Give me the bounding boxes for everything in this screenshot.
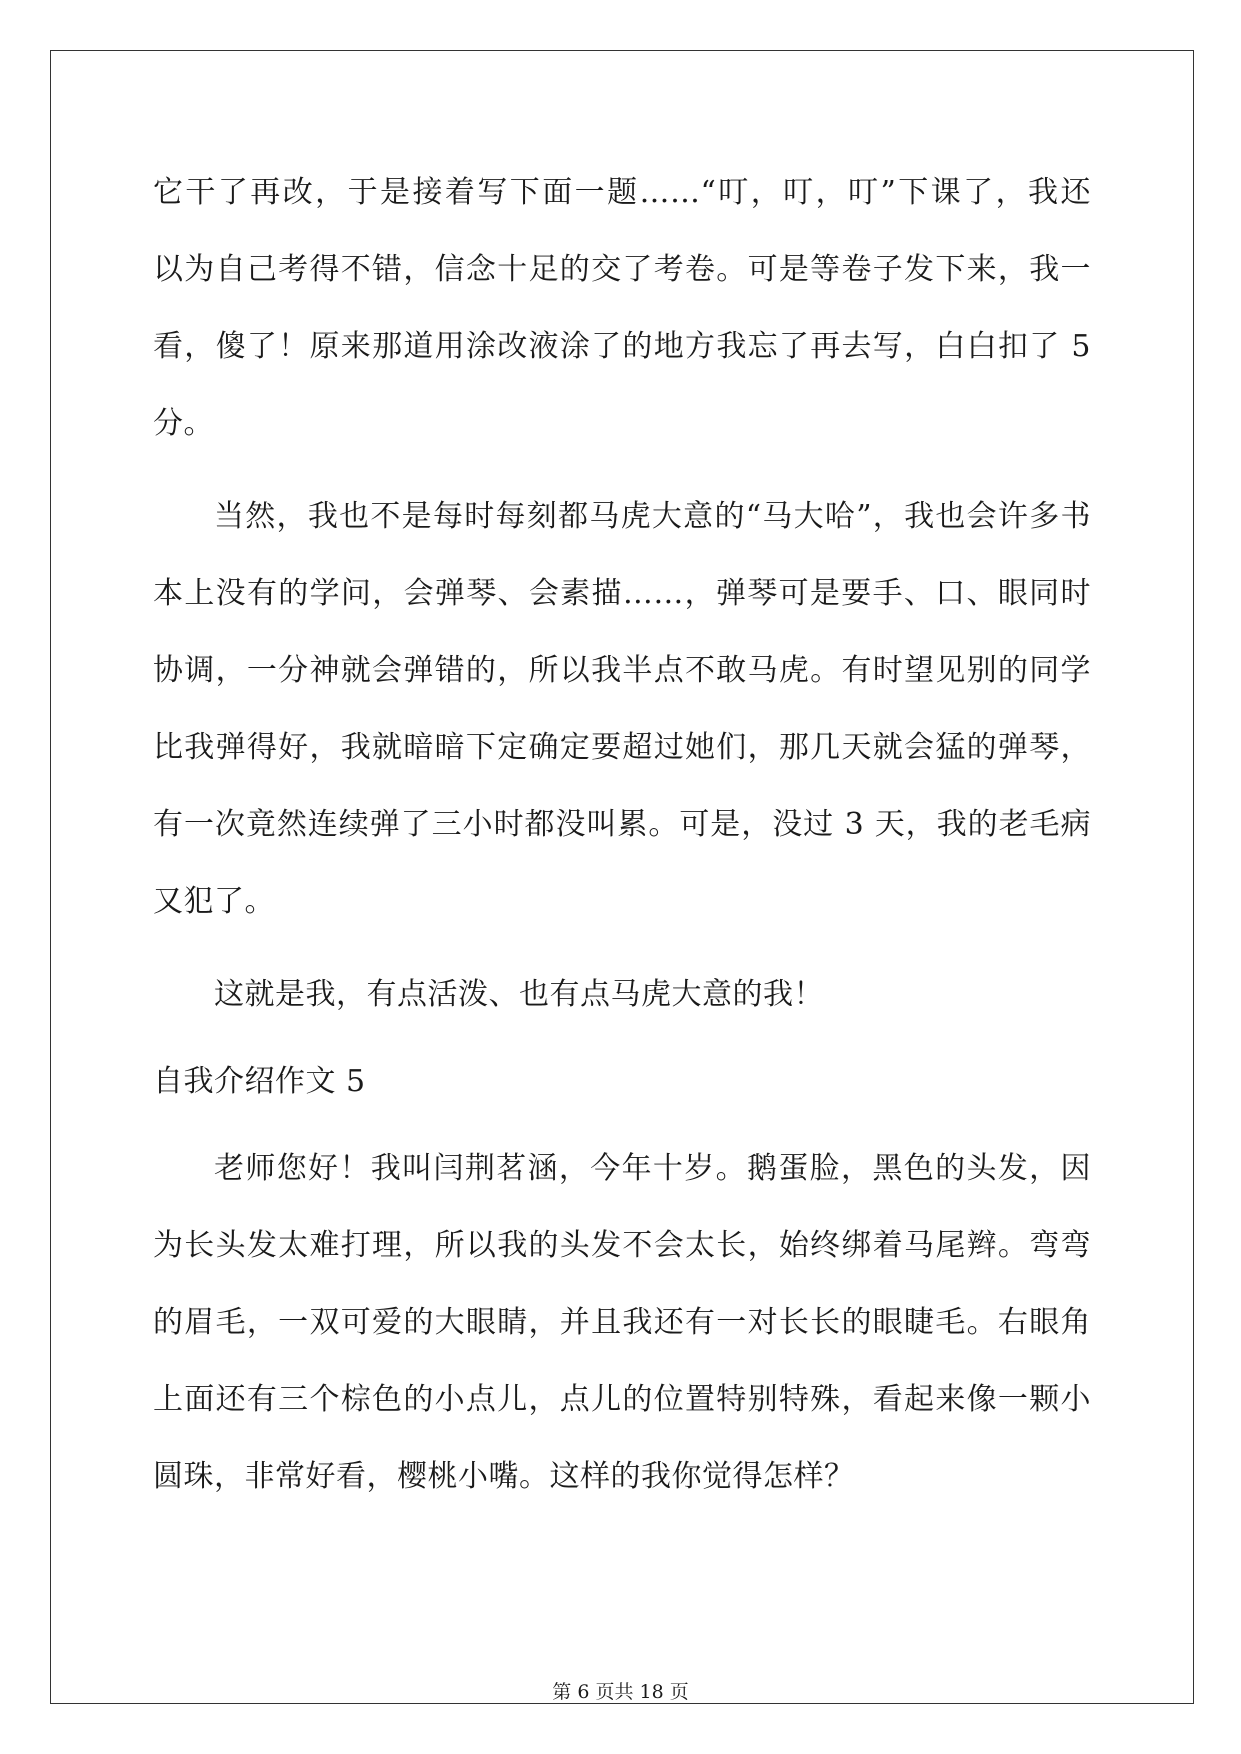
body-text-line: 比我弹得好，我就暗暗下定确定要超过她们，那几天就会猛的弹琴，	[153, 730, 1091, 765]
page-number: 第 6 页	[552, 1681, 615, 1703]
body-text-line: 为长头发太难打理，所以我的头发不会太长，始终绑着马尾辫。弯弯	[153, 1228, 1091, 1263]
body-text-line: 有一次竟然连续弹了三小时都没叫累。可是，没过 3 天，我的老毛病	[153, 807, 1091, 842]
body-text-line: 协调，一分神就会弹错的，所以我半点不敢马虎。有时望见别的同学	[153, 653, 1091, 688]
body-text-line: 它干了再改，于是接着写下面一题……“叮，叮，叮”下课了，我还	[153, 175, 1091, 210]
body-text-line: 又犯了。	[153, 884, 275, 919]
section-heading: 自我介绍作文 5	[153, 1064, 366, 1099]
body-text-line: 分。	[153, 406, 214, 441]
paragraph-first-line: 当然，我也不是每时每刻都马虎大意的“马大哈”，我也会许多书	[214, 499, 1091, 534]
body-text-line: 的眉毛，一双可爱的大眼睛，并且我还有一对长长的眼睫毛。右眼角	[153, 1305, 1091, 1340]
body-text-line: 上面还有三个棕色的小点儿，点儿的位置特别特殊，看起来像一颗小	[153, 1382, 1091, 1417]
page-border	[50, 50, 1194, 1704]
page-total: 共 18 页	[614, 1681, 689, 1703]
body-text-line: 圆珠，非常好看，樱桃小嘴。这样的我你觉得怎样？	[153, 1459, 855, 1494]
body-text-line: 以为自己考得不错，信念十足的交了考卷。可是等卷子发下来，我一	[153, 252, 1091, 287]
body-text-line: 看，傻了！原来那道用涂改液涂了的地方我忘了再去写，白白扣了 5	[153, 329, 1091, 364]
page-footer	[0, 1680, 1241, 1704]
body-text-line: 本上没有的学问，会弹琴、会素描……，弹琴可是要手、口、眼同时	[153, 576, 1091, 611]
paragraph-first-line: 老师您好！我叫闫荆茗涵，今年十岁。鹅蛋脸，黑色的头发，因	[214, 1151, 1091, 1186]
paragraph-first-line: 这就是我，有点活泼、也有点马虎大意的我！	[214, 977, 824, 1012]
